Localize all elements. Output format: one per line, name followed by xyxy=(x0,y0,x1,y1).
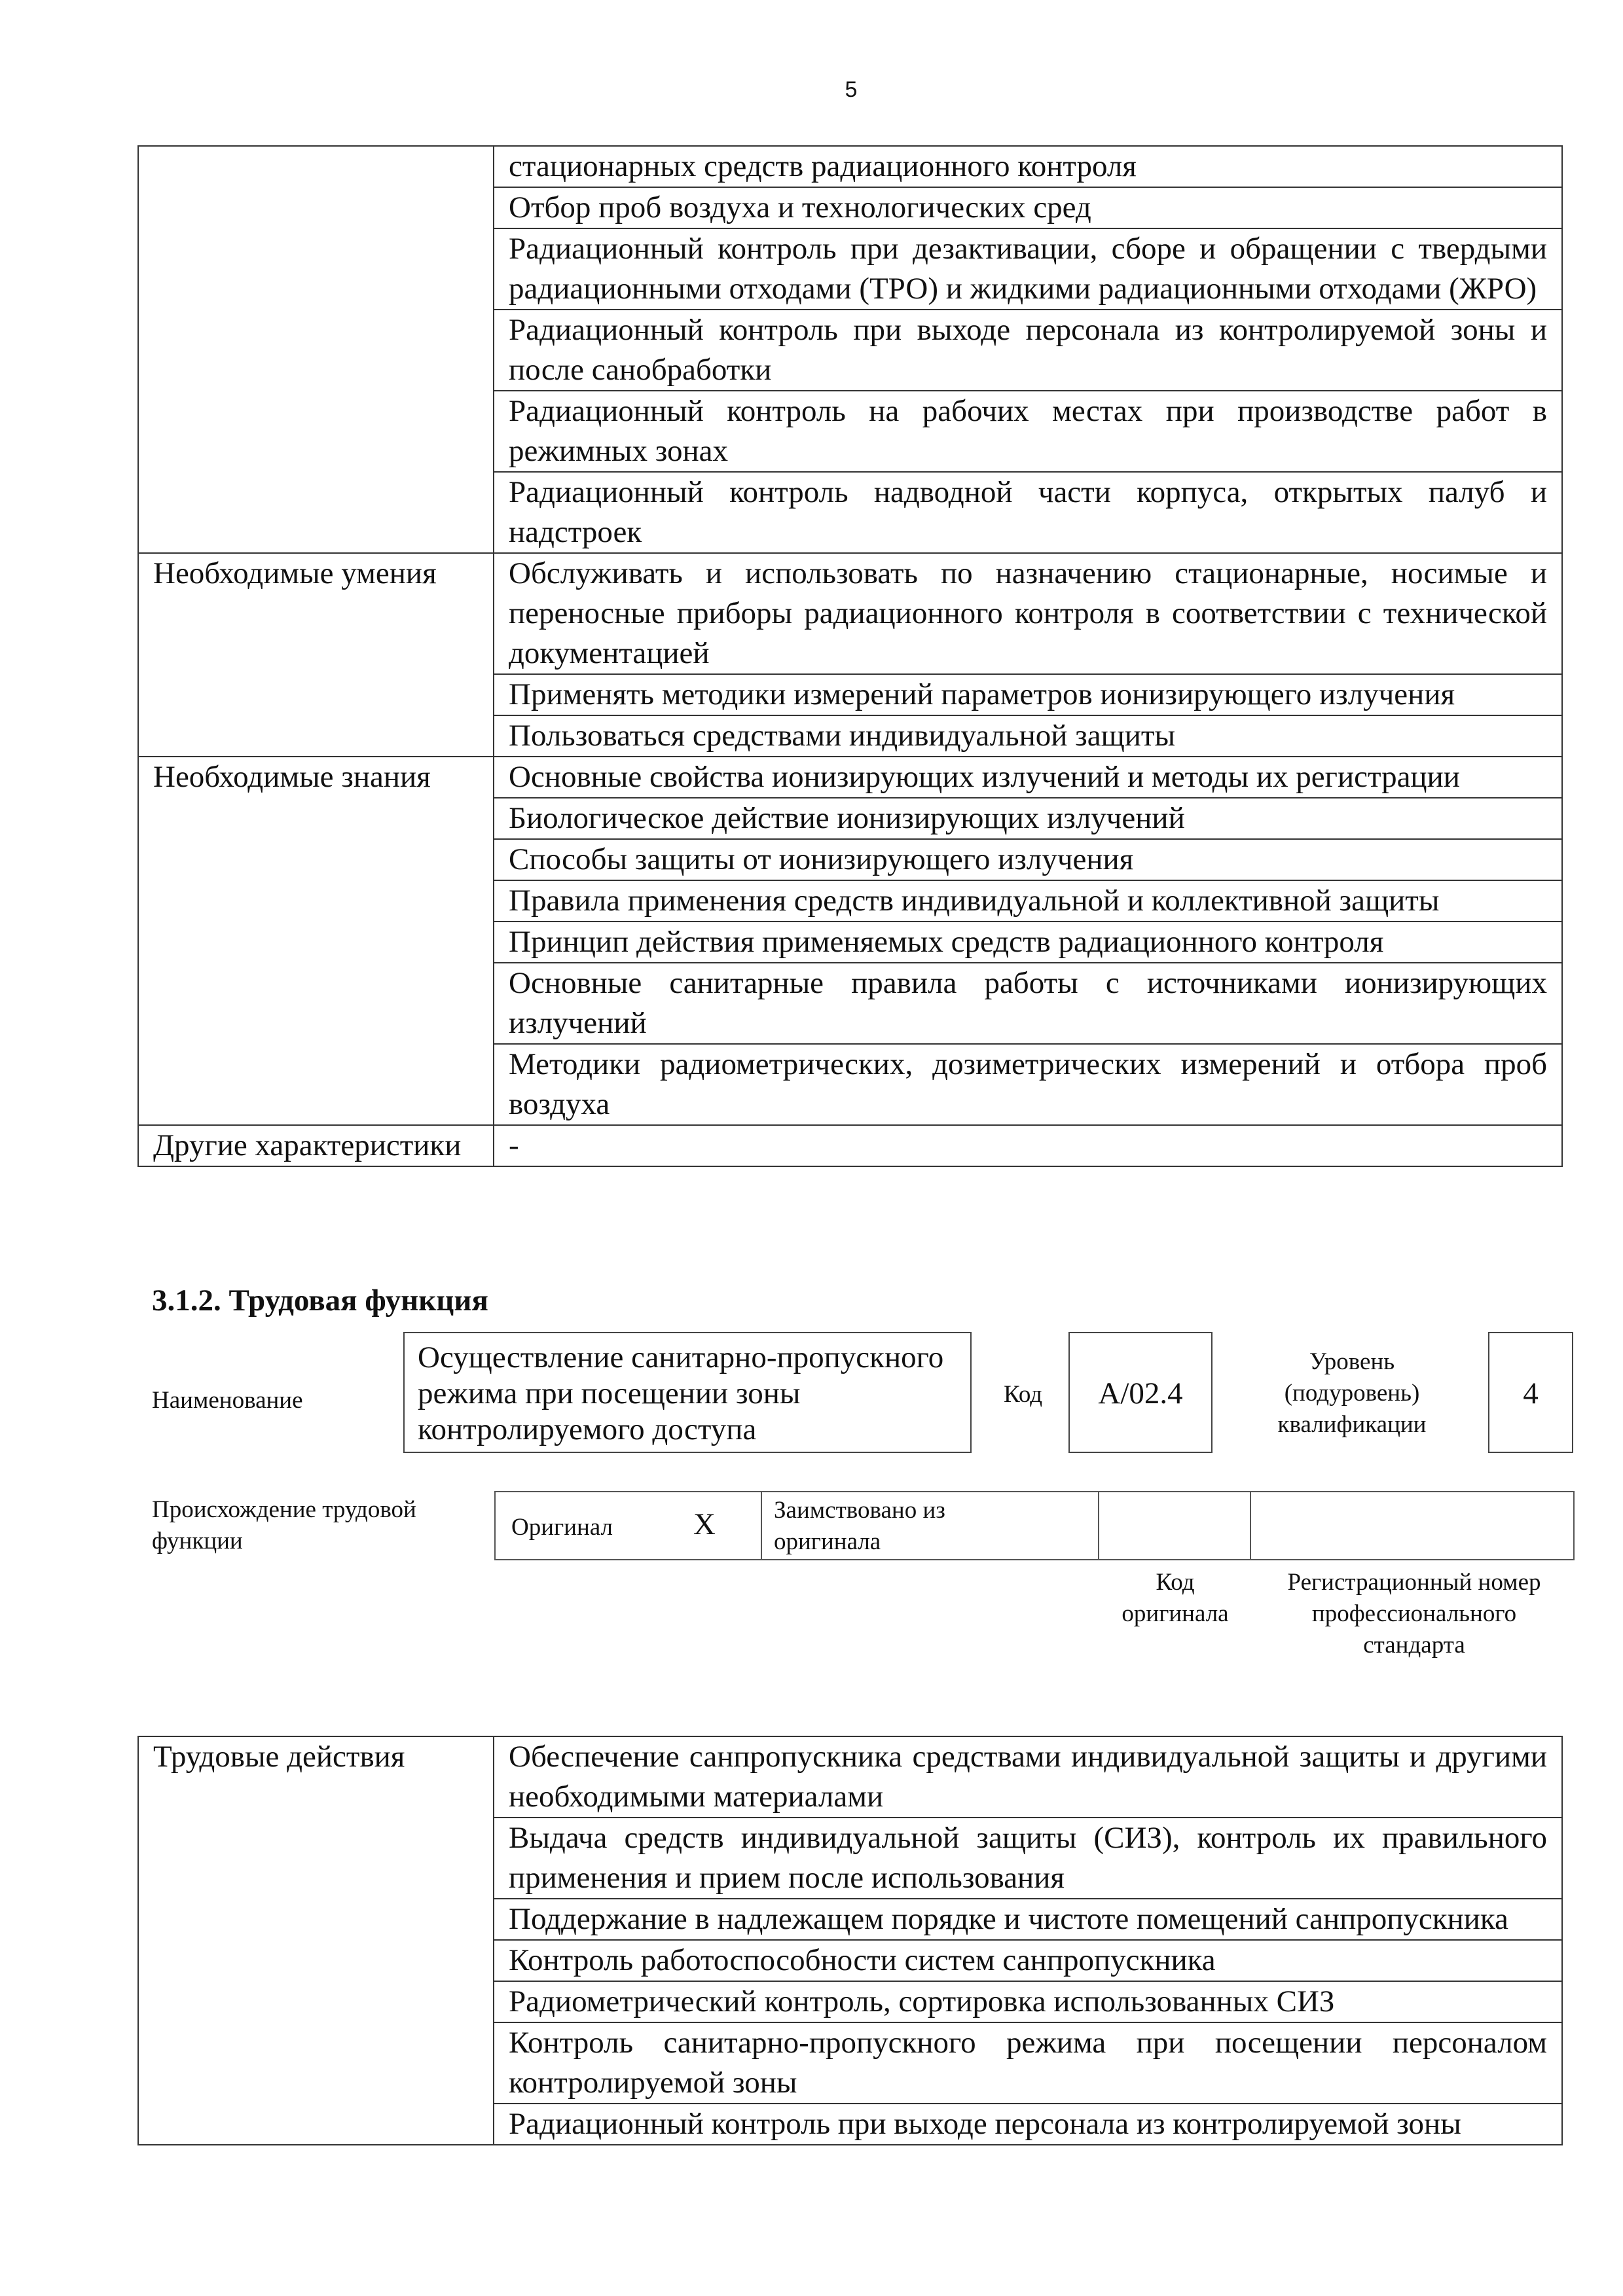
table-row xyxy=(138,757,1562,798)
row-value: Методики радиометрических, дозиметрических измерений и отбора проб воздуха xyxy=(494,1044,1562,1125)
row-value: Биологическое действие ионизирующих излучений xyxy=(494,798,1562,839)
skills-knowledge-table xyxy=(137,145,1563,1167)
origin-label: Происхождение трудовой функции xyxy=(152,1496,416,1554)
table-row xyxy=(138,146,1562,187)
regnum-caption: Регистрационный номер профессионального стандарта xyxy=(1287,1569,1541,1659)
row-value: Основные санитарные правила работы с источниками ионизирующих излучений xyxy=(494,963,1562,1044)
row-value: Правила применения средств индивидуальной и коллективной защиты xyxy=(494,880,1562,922)
divider xyxy=(1098,1492,1099,1559)
row-value: Применять методики измерений параметров ионизирующего излучения xyxy=(494,674,1562,715)
original-label: Оригинал xyxy=(511,1514,613,1541)
row-value: Принцип действия применяемых средств радиационного контроля xyxy=(494,922,1562,963)
row-value: Радиационный контроль на рабочих местах при производстве работ в режимных зонах xyxy=(494,391,1562,472)
page-number: 5 xyxy=(845,77,858,102)
row-label: Необходимые умения xyxy=(138,553,494,757)
code-caption: Код оригинала xyxy=(1122,1569,1229,1627)
row-value: Обслуживать и использовать по назначению стационарные, носимые и переносные приборы радиационного контроля в соответствии с технической документацией xyxy=(494,553,1562,674)
row-value: Поддержание в надлежащем порядке и чистоте помещений санпропускника xyxy=(494,1899,1562,1940)
row-value: Радиационный контроль при выходе персонала из контролируемой зоны и после санобработки xyxy=(494,310,1562,391)
row-value: Контроль санитарно-пропускного режима при посещении персоналом контролируемой зоны xyxy=(494,2022,1562,2104)
table-row xyxy=(138,1125,1562,1166)
row-label: Необходимые знания xyxy=(138,757,494,1125)
function-code: А/02.4 xyxy=(1068,1332,1213,1453)
level-value: 4 xyxy=(1488,1332,1573,1453)
divider xyxy=(1250,1492,1251,1559)
function-name: Осуществление санитарно-пропускного режима при посещении зоны контролируемого доступа xyxy=(403,1332,972,1453)
origin-box xyxy=(494,1491,1575,1560)
original-mark: Х xyxy=(693,1507,716,1541)
row-value: Выдача средств индивидуальной защиты (СИЗ), контроль их правильного применения и прием после использования xyxy=(494,1818,1562,1899)
row-label: Трудовые действия xyxy=(138,1736,494,2145)
row-value: Радиационный контроль надводной части корпуса, открытых палуб и надстроек xyxy=(494,472,1562,553)
code-label: Код xyxy=(1004,1381,1043,1408)
name-label: Наименование xyxy=(152,1387,303,1414)
row-label: Другие характеристики xyxy=(138,1125,494,1166)
row-value: Радиометрический контроль, сортировка использованных СИЗ xyxy=(494,1981,1562,2022)
row-value: Радиационный контроль при выходе персонала из контролируемой зоны xyxy=(494,2104,1562,2145)
row-value: стационарных средств радиационного контроля xyxy=(494,146,1562,187)
divider xyxy=(761,1492,762,1559)
level-label: Уровень (подуровень) квалификации xyxy=(1277,1348,1427,1438)
labor-actions-table xyxy=(137,1736,1563,2145)
section-heading: 3.1.2. Трудовая функция xyxy=(152,1283,488,1318)
row-label xyxy=(138,146,494,553)
row-value: Контроль работоспособности систем санпропускника xyxy=(494,1940,1562,1981)
row-value: Способы защиты от ионизирующего излучения xyxy=(494,839,1562,880)
borrowed-label: Заимствовано из оригинала xyxy=(774,1497,945,1555)
row-value: Пользоваться средствами индивидуальной защиты xyxy=(494,715,1562,757)
table-row xyxy=(138,1736,1562,1818)
table-row xyxy=(138,553,1562,674)
row-value: Основные свойства ионизирующих излучений и методы их регистрации xyxy=(494,757,1562,798)
row-value: Обеспечение санпропускника средствами индивидуальной защиты и другими необходимыми материалами xyxy=(494,1736,1562,1818)
row-value: - xyxy=(494,1125,1562,1166)
row-value: Радиационный контроль при дезактивации, сборе и обращении с твердыми радиационными отходами (ТРО) и жидкими радиационными отходами (ЖРО) xyxy=(494,228,1562,310)
row-value: Отбор проб воздуха и технологических сред xyxy=(494,187,1562,228)
